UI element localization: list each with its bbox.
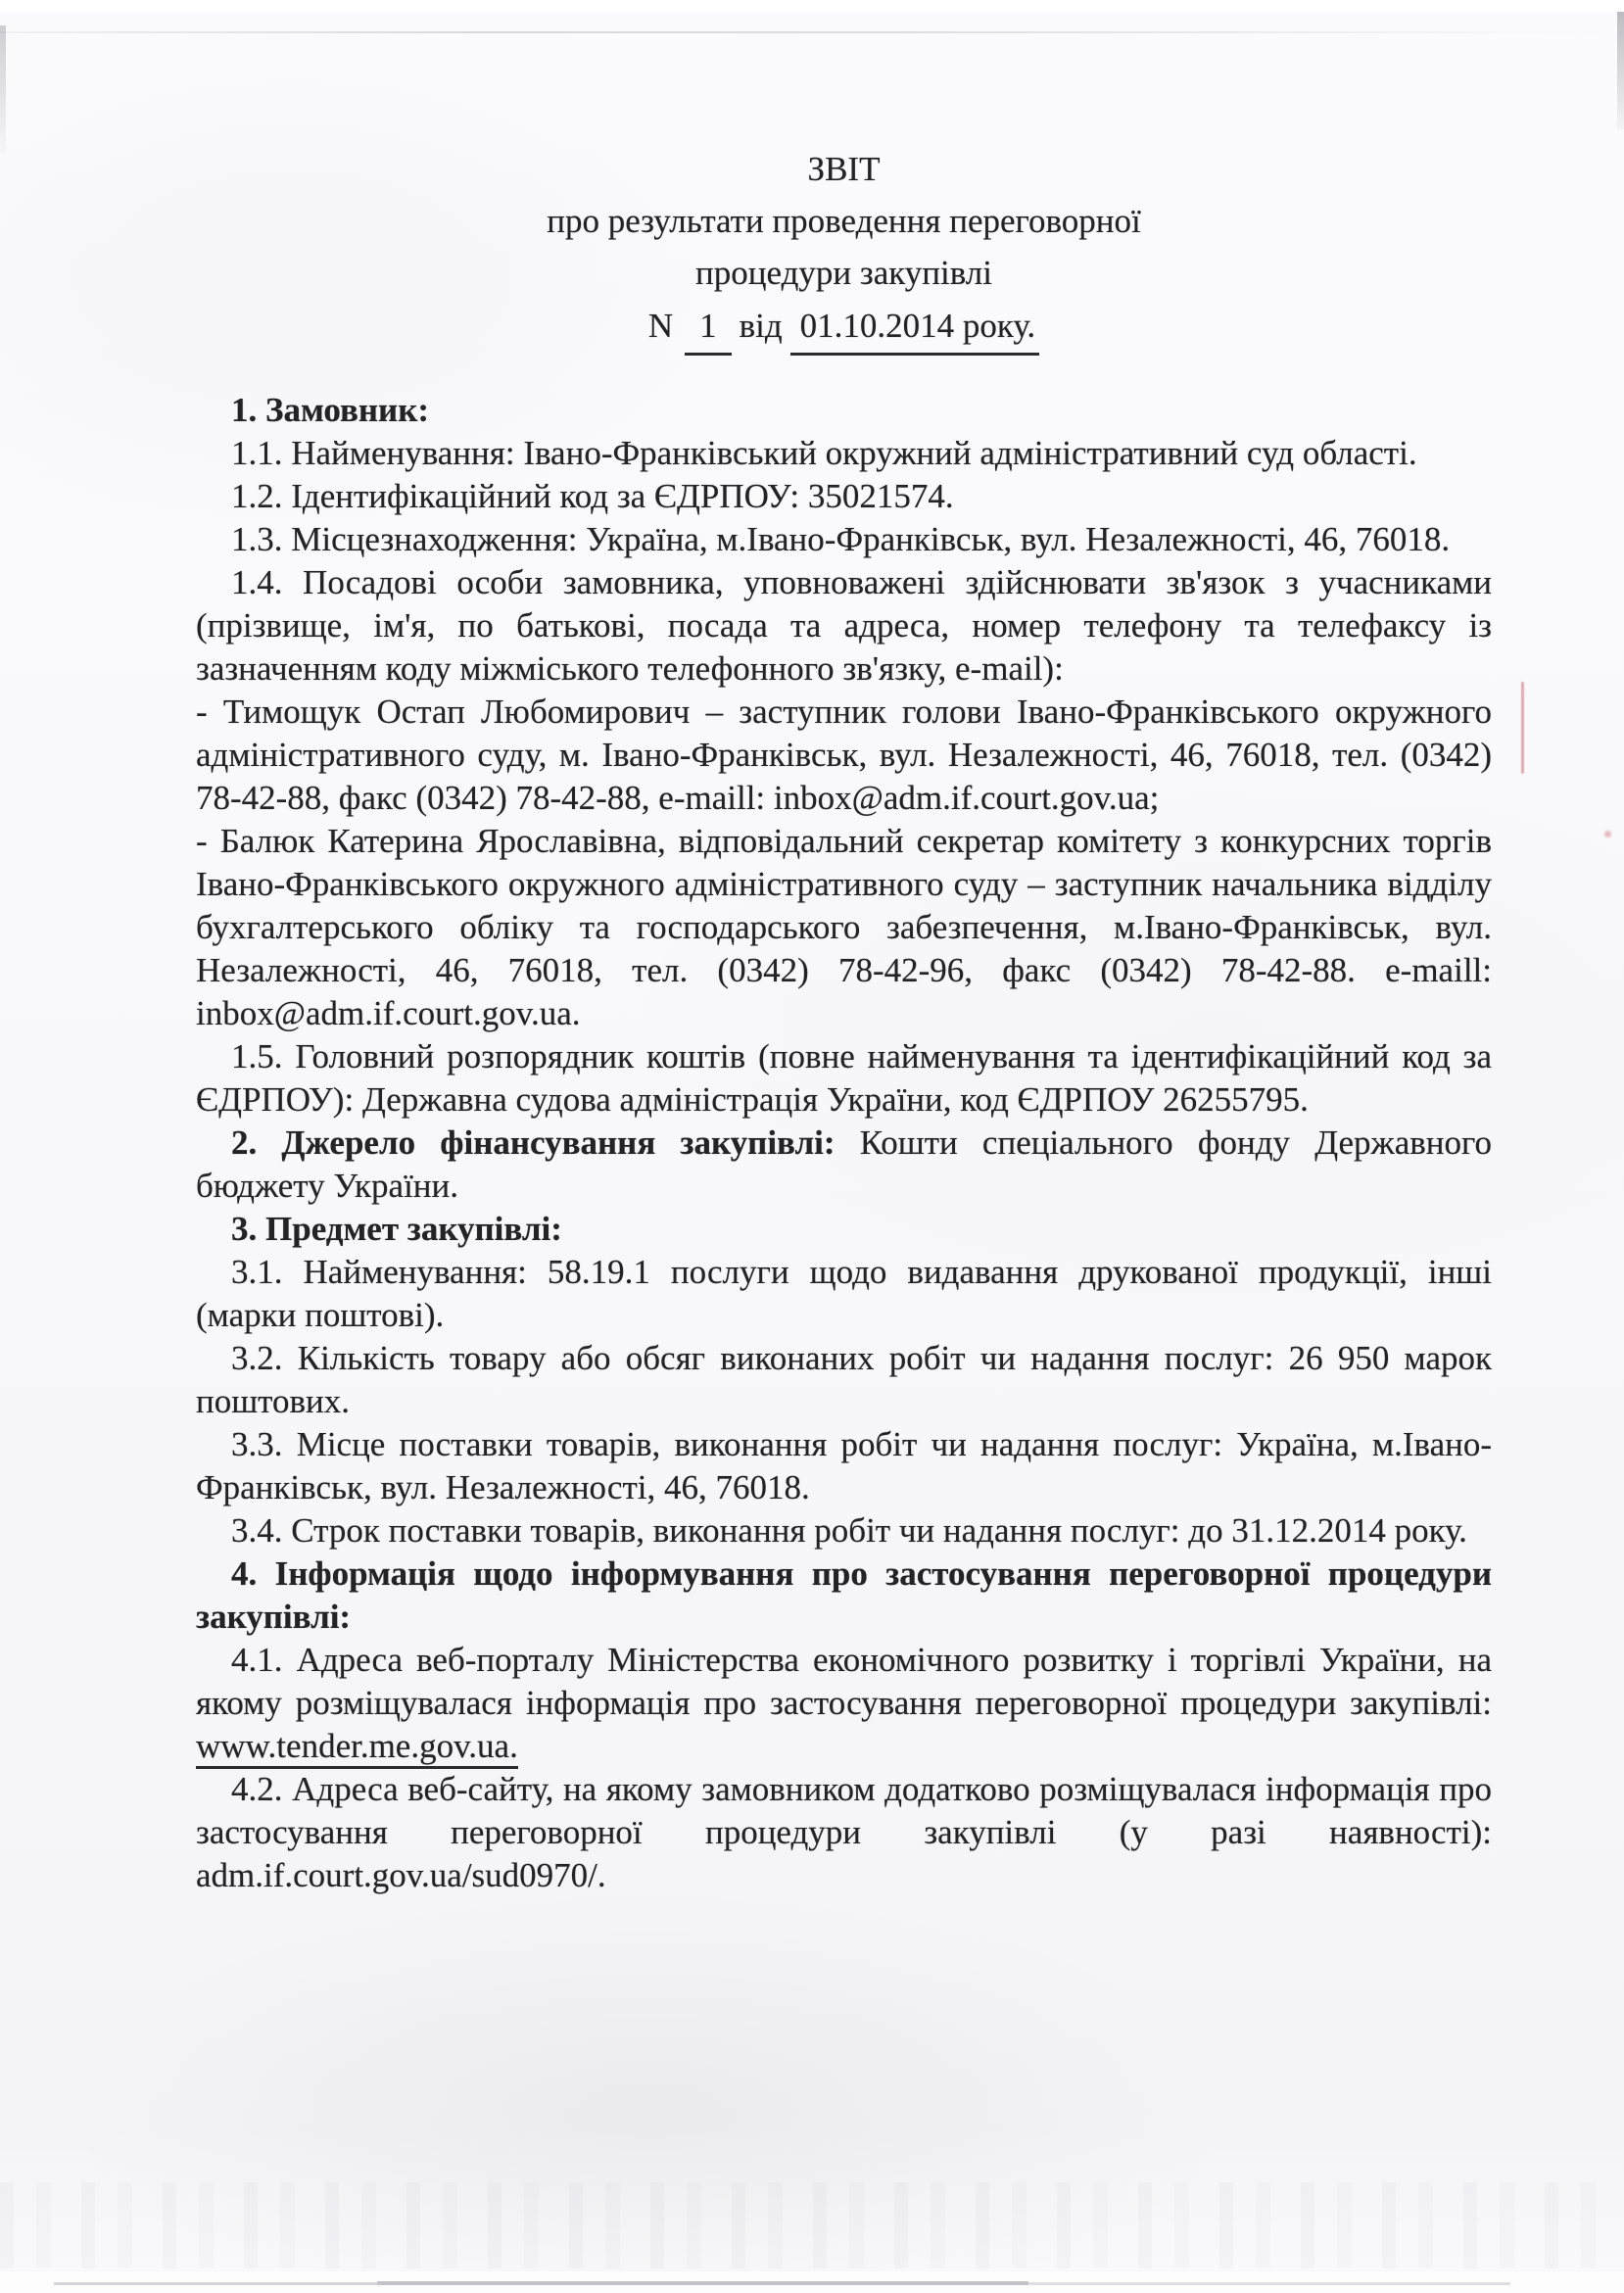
section-4-heading: 4. Інформація щодо інформування про застосування переговорної процедури закупівлі:	[196, 1554, 1492, 1636]
scan-edge-left	[0, 25, 6, 153]
scan-artifact-bottom-rule-right	[1028, 2282, 1510, 2285]
scan-artifact-bottom-rule-left	[54, 2282, 377, 2285]
contact-baliuk: - Балюк Катерина Ярославівна, відповідальний секретар комітету з конкурсних торгів Івано-Франківського окружного адміністративного суду – заступник начальника відділу бухгалтерського обліку та господарського забезпечення, м.Івано-Франківськ, вул. Незалежності, 46, 76018, тел. (0342) 78-42-96, факс (0342) 78-42-88. e-maill: inbox@adm.if.court.gov.ua.	[196, 822, 1492, 1032]
title-line-1: ЗВІТ	[807, 150, 881, 188]
section-2-heading: 2. Джерело фінансування закупівлі:	[231, 1123, 836, 1162]
scan-edge-right	[1617, 12, 1624, 129]
scan-artifact-top-line	[0, 31, 1624, 33]
paragraph-1-5: 1.5. Головний розпорядник коштів (повне найменування та ідентифікаційний код за ЄДРПОУ): Державна судова адміністрація України, код ЄДРПОУ 26255795.	[196, 1037, 1492, 1119]
document-body	[196, 143, 1492, 1897]
contact-tymoshchuk: - Тимощук Остап Любомирович – заступник голови Івано-Франківського окружного адміністративного суду, м. Івано-Франківськ, вул. Незалежності, 46, 76018, тел. (0342) 78-42-88, факс (0342) 78-42-88, e-maill: inbox@adm.if.court.gov.ua;	[196, 693, 1492, 817]
scan-artifact-bottom-rule-mid	[377, 2281, 1028, 2285]
paragraph-1-2: 1.2. Ідентифікаційний код за ЄДРПОУ: 35021574.	[231, 477, 954, 515]
paragraph-3-3: 3.3. Місце поставки товарів, виконання робіт чи надання послуг: Україна, м.Івано-Франківськ, вул. Незалежності, 46, 76018.	[196, 1425, 1492, 1506]
scan-edge-top	[0, 0, 1624, 12]
section-1-heading: 1. Замовник:	[231, 391, 430, 429]
title-line-2: про результати проведення переговорної	[547, 202, 1141, 240]
paragraph-1-1: 1.1. Найменування: Івано-Франківський окружний адміністративний суд області.	[231, 434, 1417, 472]
scan-artifact-bottom-mottle	[0, 2182, 1624, 2269]
paragraph-1-3: 1.3. Місцезнаходження: Україна, м.Івано-Франківськ, вул. Незалежності, 46, 76018.	[231, 520, 1451, 558]
number-prefix: N	[647, 307, 674, 345]
scan-artifact-red-streak	[1521, 682, 1524, 774]
paragraph-4-1	[196, 1639, 1492, 1768]
report-number-line	[196, 300, 1492, 356]
paragraph-4-2: 4.2. Адреса веб-сайту, на якому замовником додатково розміщувалася інформація про застосування переговорної процедури закупівлі (у разі наявності): adm.if.court.gov.ua/sud0970/.	[196, 1770, 1492, 1894]
number-vid-label: від	[739, 307, 783, 345]
section-2-paragraph	[196, 1122, 1492, 1208]
paragraph-4-1-text: 4.1. Адреса веб-порталу Міністерства економічного розвитку і торгівлі України, на якому розміщувалася інформація про застосування переговорної процедури закупівлі:	[196, 1641, 1492, 1722]
paragraph-3-2: 3.2. Кількість товару або обсяг виконаних робіт чи надання послуг: 26 950 марок поштових.	[196, 1339, 1492, 1420]
tender-portal-url: www.tender.me.gov.ua.	[196, 1727, 518, 1769]
document-title	[196, 143, 1492, 356]
paragraph-3-1: 3.1. Найменування: 58.19.1 послуги щодо видавання друкованої продукції, інші (марки поштові).	[196, 1253, 1492, 1334]
paragraph-1-4: 1.4. Посадові особи замовника, уповноважені здійснювати зв'язок з учасниками (прізвище, ім'я, по батькові, посада та адреса, номер телефону та телефаксу із зазначенням коду міжміського телефонного зв'язку, e-mail):	[196, 563, 1492, 688]
title-line-3: процедури закупівлі	[695, 254, 992, 292]
report-number-value: 1	[685, 300, 732, 356]
paragraph-3-4: 3.4. Строк поставки товарів, виконання робіт чи надання послуг: до 31.12.2014 року.	[231, 1511, 1467, 1550]
section-2-text: Кошти спеціального фонду Державного бюджету України.	[196, 1123, 1493, 1205]
report-date: 01.10.2014 року.	[790, 300, 1040, 356]
scan-artifact-red-dot	[1604, 831, 1611, 837]
section-3-heading: 3. Предмет закупівлі:	[231, 1210, 562, 1248]
